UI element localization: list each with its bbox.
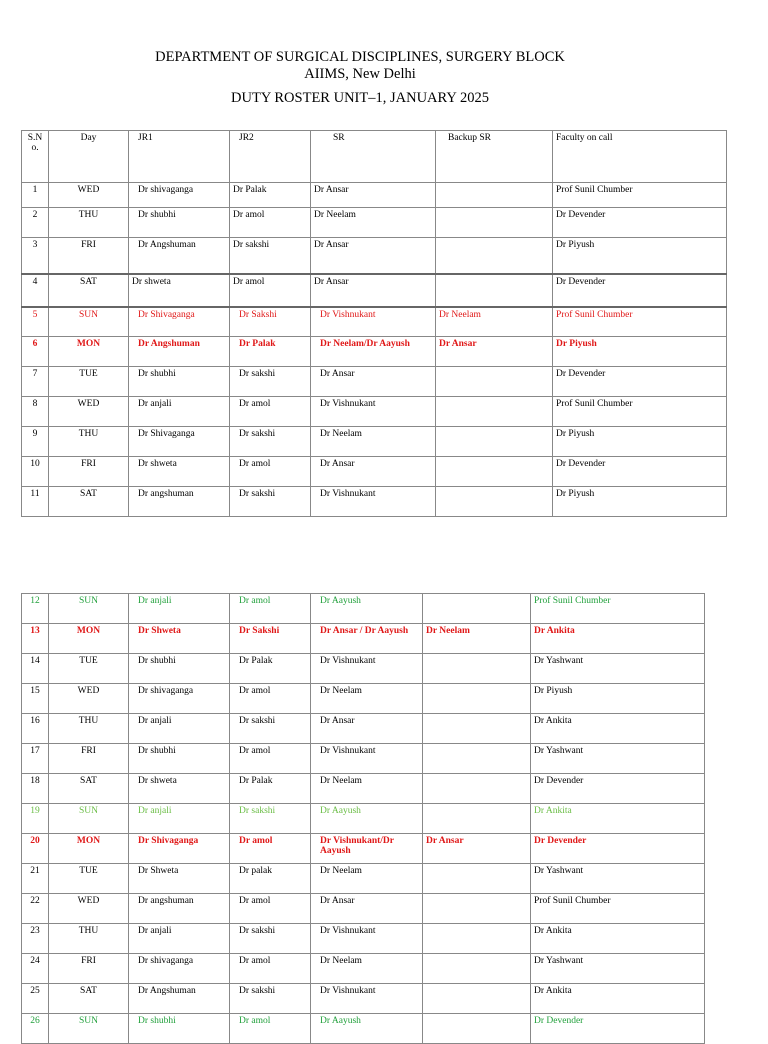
backup-sr-cell bbox=[423, 984, 531, 1014]
faculty-cell: Dr Piyush bbox=[531, 684, 705, 714]
jr2-cell: Dr Palak bbox=[230, 337, 311, 367]
sno-cell: 6 bbox=[22, 337, 49, 367]
day-cell: SUN bbox=[49, 1014, 129, 1044]
day-cell: TUE bbox=[49, 864, 129, 894]
jr2-cell: Dr amol bbox=[230, 208, 311, 238]
jr2-cell: Dr amol bbox=[230, 457, 311, 487]
day-cell: MON bbox=[49, 337, 129, 367]
day-cell: WED bbox=[49, 397, 129, 427]
jr2-cell: Dr Sakshi bbox=[230, 624, 311, 654]
faculty-cell: Prof Sunil Chumber bbox=[531, 594, 705, 624]
day-cell: MON bbox=[49, 834, 129, 864]
jr1-cell: Dr Shweta bbox=[129, 624, 230, 654]
sno-cell: 14 bbox=[22, 654, 49, 684]
jr1-cell: Dr Angshuman bbox=[129, 238, 230, 274]
sr-cell: Dr Neelam bbox=[311, 954, 423, 984]
day-cell: SUN bbox=[49, 307, 129, 337]
roster-row bbox=[22, 774, 705, 804]
jr2-cell: Dr amol bbox=[230, 894, 311, 924]
jr2-cell: Dr palak bbox=[230, 864, 311, 894]
jr2-cell: Dr sakshi bbox=[230, 804, 311, 834]
faculty-cell: Dr Ankita bbox=[531, 804, 705, 834]
backup-sr-cell bbox=[436, 238, 553, 274]
faculty-cell: Dr Devender bbox=[531, 834, 705, 864]
sr-cell: Dr Neelam bbox=[311, 774, 423, 804]
roster-row bbox=[22, 307, 727, 337]
roster-title: DUTY ROSTER UNIT–1, JANUARY 2025 bbox=[231, 90, 489, 106]
sno-cell: 4 bbox=[22, 274, 49, 307]
column-header-backup-sr: Backup SR bbox=[436, 131, 553, 183]
sr-cell: Dr Vishnukant bbox=[311, 984, 423, 1014]
jr2-cell: Dr sakshi bbox=[230, 924, 311, 954]
sr-cell: Dr Neelam bbox=[311, 864, 423, 894]
backup-sr-cell bbox=[423, 1014, 531, 1044]
roster-table-1 bbox=[21, 130, 727, 517]
jr2-cell: Dr Palak bbox=[230, 183, 311, 208]
faculty-cell: Dr Piyush bbox=[553, 427, 727, 457]
sr-cell: Dr Ansar bbox=[311, 714, 423, 744]
faculty-cell: Dr Devender bbox=[531, 1014, 705, 1044]
roster-row bbox=[22, 427, 727, 457]
jr2-cell: Dr amol bbox=[230, 834, 311, 864]
jr2-cell: Dr sakshi bbox=[230, 487, 311, 517]
faculty-cell: Dr Devender bbox=[531, 774, 705, 804]
roster-row bbox=[22, 238, 727, 274]
day-cell: TUE bbox=[49, 367, 129, 397]
day-cell: SAT bbox=[49, 774, 129, 804]
roster-row bbox=[22, 834, 705, 864]
jr1-cell: Dr Angshuman bbox=[129, 337, 230, 367]
sno-cell: 2 bbox=[22, 208, 49, 238]
sr-cell: Dr Neelam bbox=[311, 208, 436, 238]
faculty-cell: Dr Ankita bbox=[531, 714, 705, 744]
roster-row bbox=[22, 208, 727, 238]
sr-cell: Dr Aayush bbox=[311, 804, 423, 834]
column-header-jr1: JR1 bbox=[129, 131, 230, 183]
day-cell: SAT bbox=[49, 984, 129, 1014]
jr2-cell: Dr sakshi bbox=[230, 427, 311, 457]
jr1-cell: Dr anjali bbox=[129, 594, 230, 624]
jr1-cell: Dr Shivaganga bbox=[129, 307, 230, 337]
jr1-cell: Dr Shivaganga bbox=[129, 427, 230, 457]
jr2-cell: Dr sakshi bbox=[230, 238, 311, 274]
roster-row bbox=[22, 487, 727, 517]
backup-sr-cell bbox=[423, 924, 531, 954]
jr2-cell: Dr amol bbox=[230, 274, 311, 307]
sr-cell: Dr Ansar bbox=[311, 457, 436, 487]
day-cell: WED bbox=[49, 183, 129, 208]
roster-row bbox=[22, 624, 705, 654]
jr1-cell: Dr Shivaganga bbox=[129, 834, 230, 864]
roster-row bbox=[22, 954, 705, 984]
jr1-cell: Dr shivaganga bbox=[129, 954, 230, 984]
sno-cell: 24 bbox=[22, 954, 49, 984]
jr2-cell: Dr sakshi bbox=[230, 367, 311, 397]
day-cell: THU bbox=[49, 924, 129, 954]
day-cell: WED bbox=[49, 894, 129, 924]
backup-sr-cell bbox=[436, 397, 553, 427]
institute-name: AIIMS, New Delhi bbox=[304, 66, 416, 82]
backup-sr-cell bbox=[423, 954, 531, 984]
backup-sr-cell bbox=[423, 774, 531, 804]
day-cell: THU bbox=[49, 427, 129, 457]
sno-cell: 9 bbox=[22, 427, 49, 457]
sr-cell: Dr Vishnukant/Dr Aayush bbox=[311, 834, 423, 864]
sr-cell: Dr Vishnukant bbox=[311, 307, 436, 337]
roster-row bbox=[22, 594, 705, 624]
jr1-cell: Dr shubhi bbox=[129, 654, 230, 684]
sr-cell: Dr Ansar bbox=[311, 894, 423, 924]
roster-row bbox=[22, 274, 727, 307]
jr1-cell: Dr shubhi bbox=[129, 367, 230, 397]
jr2-cell: Dr amol bbox=[230, 397, 311, 427]
column-header-faculty: Faculty on call bbox=[553, 131, 727, 183]
sno-cell: 17 bbox=[22, 744, 49, 774]
backup-sr-cell: Dr Neelam bbox=[423, 624, 531, 654]
jr1-cell: Dr shubhi bbox=[129, 208, 230, 238]
backup-sr-cell bbox=[423, 594, 531, 624]
roster-row bbox=[22, 714, 705, 744]
jr1-cell: Dr anjali bbox=[129, 397, 230, 427]
sno-cell: 21 bbox=[22, 864, 49, 894]
column-header-jr2: JR2 bbox=[230, 131, 311, 183]
faculty-cell: Dr Devender bbox=[553, 274, 727, 307]
day-cell: SAT bbox=[49, 274, 129, 307]
backup-sr-cell bbox=[423, 654, 531, 684]
sr-cell: Dr Vishnukant bbox=[311, 744, 423, 774]
faculty-cell: Dr Yashwant bbox=[531, 864, 705, 894]
roster-row bbox=[22, 367, 727, 397]
jr1-cell: Dr angshuman bbox=[129, 894, 230, 924]
sno-cell: 8 bbox=[22, 397, 49, 427]
backup-sr-cell bbox=[423, 714, 531, 744]
jr2-cell: Dr amol bbox=[230, 1014, 311, 1044]
sr-cell: Dr Vishnukant bbox=[311, 654, 423, 684]
column-header-sno: S.N o. bbox=[22, 131, 49, 183]
sr-cell: Dr Ansar bbox=[311, 274, 436, 307]
day-cell: SUN bbox=[49, 804, 129, 834]
roster-row bbox=[22, 654, 705, 684]
sno-cell: 1 bbox=[22, 183, 49, 208]
department-title: DEPARTMENT OF SURGICAL DISCIPLINES, SURGERY BLOCK bbox=[155, 49, 565, 65]
backup-sr-cell: Dr Neelam bbox=[436, 307, 553, 337]
sno-cell: 15 bbox=[22, 684, 49, 714]
sno-cell: 20 bbox=[22, 834, 49, 864]
backup-sr-cell bbox=[436, 367, 553, 397]
jr2-cell: Dr Palak bbox=[230, 654, 311, 684]
faculty-cell: Dr Ankita bbox=[531, 984, 705, 1014]
sno-cell: 26 bbox=[22, 1014, 49, 1044]
jr2-cell: Dr amol bbox=[230, 594, 311, 624]
jr2-cell: Dr amol bbox=[230, 954, 311, 984]
sno-cell: 11 bbox=[22, 487, 49, 517]
day-cell: TUE bbox=[49, 654, 129, 684]
sno-cell: 12 bbox=[22, 594, 49, 624]
backup-sr-cell bbox=[436, 457, 553, 487]
backup-sr-cell bbox=[436, 208, 553, 238]
day-cell: FRI bbox=[49, 744, 129, 774]
faculty-cell: Dr Piyush bbox=[553, 337, 727, 367]
roster-table-2 bbox=[21, 593, 705, 1044]
backup-sr-cell bbox=[436, 183, 553, 208]
jr2-cell: Dr amol bbox=[230, 684, 311, 714]
sno-cell: 13 bbox=[22, 624, 49, 654]
jr2-cell: Dr sakshi bbox=[230, 714, 311, 744]
faculty-cell: Dr Ankita bbox=[531, 624, 705, 654]
sr-cell: Dr Neelam bbox=[311, 427, 436, 457]
sno-cell: 18 bbox=[22, 774, 49, 804]
day-cell: THU bbox=[49, 714, 129, 744]
day-cell: FRI bbox=[49, 954, 129, 984]
jr2-cell: Dr Sakshi bbox=[230, 307, 311, 337]
faculty-cell: Dr Piyush bbox=[553, 487, 727, 517]
backup-sr-cell bbox=[436, 427, 553, 457]
jr1-cell: Dr Shweta bbox=[129, 864, 230, 894]
jr1-cell: Dr shweta bbox=[129, 774, 230, 804]
faculty-cell: Dr Devender bbox=[553, 367, 727, 397]
header-row bbox=[22, 131, 727, 183]
day-cell: FRI bbox=[49, 238, 129, 274]
faculty-cell: Prof Sunil Chumber bbox=[553, 183, 727, 208]
faculty-cell: Dr Yashwant bbox=[531, 654, 705, 684]
sno-cell: 5 bbox=[22, 307, 49, 337]
sr-cell: Dr Ansar bbox=[311, 183, 436, 208]
sr-cell: Dr Vishnukant bbox=[311, 924, 423, 954]
jr1-cell: Dr shubhi bbox=[129, 1014, 230, 1044]
jr2-cell: Dr amol bbox=[230, 744, 311, 774]
roster-row bbox=[22, 984, 705, 1014]
backup-sr-cell bbox=[423, 804, 531, 834]
sno-cell: 7 bbox=[22, 367, 49, 397]
day-cell: MON bbox=[49, 624, 129, 654]
jr1-cell: Dr anjali bbox=[129, 924, 230, 954]
backup-sr-cell bbox=[436, 274, 553, 307]
jr1-cell: Dr shivaganga bbox=[129, 684, 230, 714]
day-cell: FRI bbox=[49, 457, 129, 487]
sno-cell: 19 bbox=[22, 804, 49, 834]
faculty-cell: Dr Ankita bbox=[531, 924, 705, 954]
day-cell: SUN bbox=[49, 594, 129, 624]
jr1-cell: Dr anjali bbox=[129, 714, 230, 744]
jr1-cell: Dr angshuman bbox=[129, 487, 230, 517]
sr-cell: Dr Vishnukant bbox=[311, 487, 436, 517]
roster-row bbox=[22, 1014, 705, 1044]
jr1-cell: Dr Angshuman bbox=[129, 984, 230, 1014]
roster-row bbox=[22, 457, 727, 487]
backup-sr-cell: Dr Ansar bbox=[423, 834, 531, 864]
jr1-cell: Dr anjali bbox=[129, 804, 230, 834]
column-header-sr: SR bbox=[311, 131, 436, 183]
backup-sr-cell bbox=[436, 487, 553, 517]
sr-cell: Dr Neelam/Dr Aayush bbox=[311, 337, 436, 367]
jr1-cell: Dr shivaganga bbox=[129, 183, 230, 208]
column-header-day: Day bbox=[49, 131, 129, 183]
faculty-cell: Dr Devender bbox=[553, 457, 727, 487]
roster-row bbox=[22, 744, 705, 774]
roster-row bbox=[22, 337, 727, 367]
jr1-cell: Dr shubhi bbox=[129, 744, 230, 774]
roster-row bbox=[22, 924, 705, 954]
sr-cell: Dr Ansar / Dr Aayush bbox=[311, 624, 423, 654]
roster-row bbox=[22, 684, 705, 714]
faculty-cell: Prof Sunil Chumber bbox=[553, 307, 727, 337]
roster-row bbox=[22, 397, 727, 427]
day-cell: WED bbox=[49, 684, 129, 714]
jr1-cell: Dr shweta bbox=[129, 274, 230, 307]
jr1-cell: Dr shweta bbox=[129, 457, 230, 487]
faculty-cell: Dr Piyush bbox=[553, 238, 727, 274]
jr2-cell: Dr Palak bbox=[230, 774, 311, 804]
backup-sr-cell bbox=[423, 744, 531, 774]
sno-cell: 10 bbox=[22, 457, 49, 487]
sr-cell: Dr Ansar bbox=[311, 367, 436, 397]
roster-row bbox=[22, 804, 705, 834]
faculty-cell: Prof Sunil Chumber bbox=[531, 894, 705, 924]
faculty-cell: Dr Yashwant bbox=[531, 744, 705, 774]
faculty-cell: Dr Yashwant bbox=[531, 954, 705, 984]
sno-cell: 16 bbox=[22, 714, 49, 744]
day-cell: THU bbox=[49, 208, 129, 238]
day-cell: SAT bbox=[49, 487, 129, 517]
backup-sr-cell bbox=[423, 684, 531, 714]
roster-row bbox=[22, 183, 727, 208]
sr-cell: Dr Vishnukant bbox=[311, 397, 436, 427]
sr-cell: Dr Aayush bbox=[311, 1014, 423, 1044]
backup-sr-cell bbox=[423, 864, 531, 894]
jr2-cell: Dr sakshi bbox=[230, 984, 311, 1014]
sr-cell: Dr Ansar bbox=[311, 238, 436, 274]
sno-cell: 22 bbox=[22, 894, 49, 924]
backup-sr-cell: Dr Ansar bbox=[436, 337, 553, 367]
sr-cell: Dr Neelam bbox=[311, 684, 423, 714]
sr-cell: Dr Aayush bbox=[311, 594, 423, 624]
roster-row bbox=[22, 864, 705, 894]
sno-cell: 23 bbox=[22, 924, 49, 954]
faculty-cell: Prof Sunil Chumber bbox=[553, 397, 727, 427]
roster-row bbox=[22, 894, 705, 924]
sno-cell: 25 bbox=[22, 984, 49, 1014]
sno-cell: 3 bbox=[22, 238, 49, 274]
faculty-cell: Dr Devender bbox=[553, 208, 727, 238]
backup-sr-cell bbox=[423, 894, 531, 924]
